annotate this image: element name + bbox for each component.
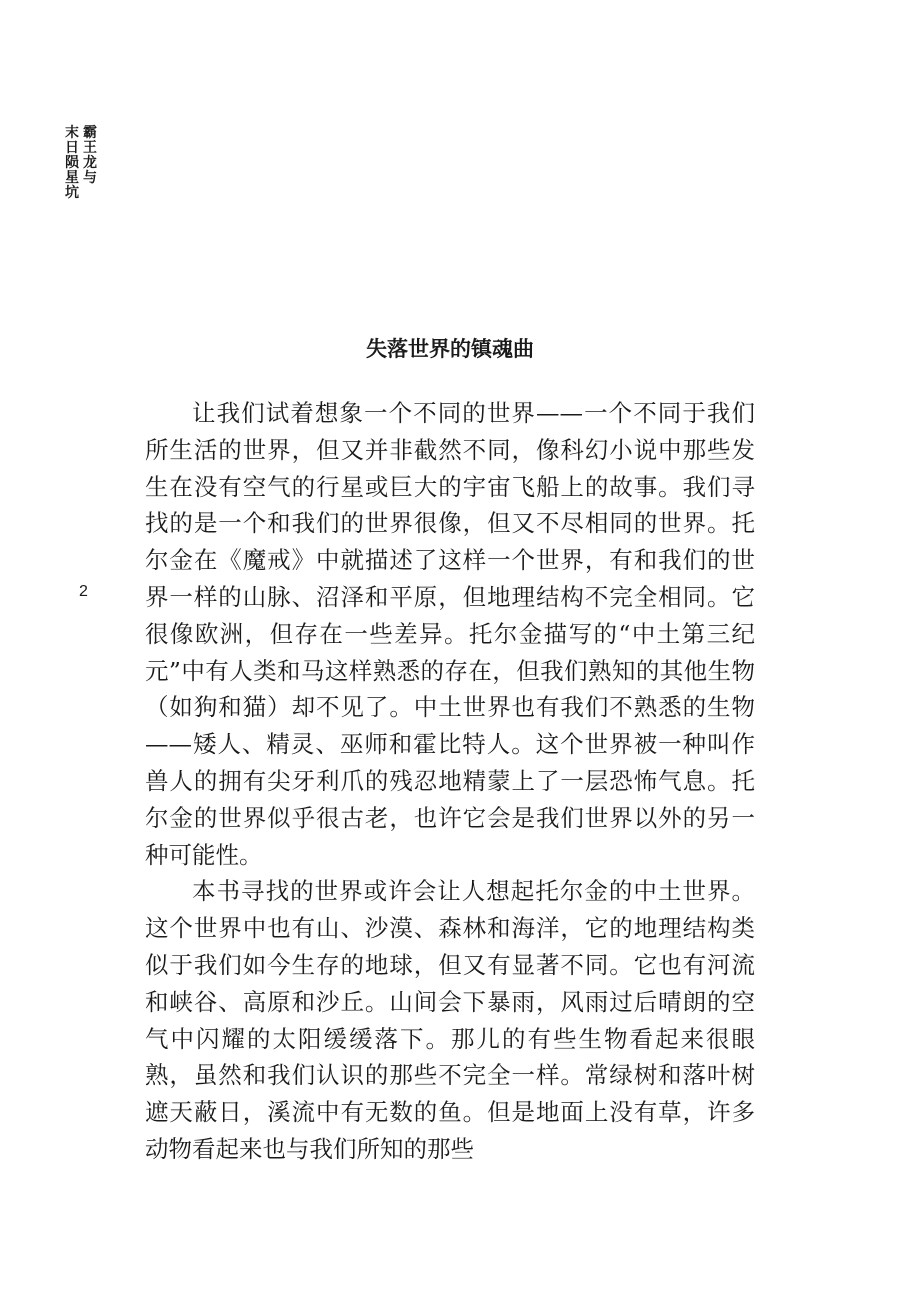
paragraph: 本书寻找的世界或许会让人想起托尔金的中土世界。这个世界中也有山、沙漠、森林和海洋，它的地理结构类似于我们如今生存的地球，但又有显著不同。它也有河流和峡谷、高原和沙丘。山间会下暴雨，风雨过后晴朗的空气中闪耀的太阳缓缓落下。那儿的有些生物看起来很眼熟，虽然和我们认识的那些不完全一样。常绿树和落叶树遮天蔽日，溪流中有无数的鱼。但是地面上没有草，许多动物看起来也与我们所知的那些 — [145, 877, 755, 1163]
paragraph: 让我们试着想象一个不同的世界——一个不同于我们所生活的世界，但又并非截然不同，像科幻小说中那些发生在没有空气的行星或巨大的宇宙飞船上的故事。我们寻找的是一个和我们的世界很像，但又不尽相同的世界。托尔金在《魔戒》中就描述了这样一个世界，有和我们的世界一样的山脉、沼泽和平原，但地理结构不完全相同。它很像欧洲，但存在一些差异。托尔金描写的“中土第三纪元”中有人类和马这样熟悉的存在，但我们熟知的其他生物（如狗和猫）却不见了。中土世界也有我们不熟悉的生物——矮人、精灵、巫师和霍比特人。这个世界被一种叫作兽人的拥有尖牙利爪的残忍地精蒙上了一层恐怖气息。托尔金的世界似乎很古老，也许它会是我们世界以外的另一种可能性。 — [145, 399, 755, 869]
body-text — [145, 395, 755, 1168]
running-head-line-2: 末 日 陨 星 坑 — [65, 125, 79, 201]
page-number: 2 — [79, 583, 88, 600]
chapter-title: 失落世界的镇魂曲 — [366, 337, 534, 361]
running-head — [64, 126, 98, 201]
running-head-line-1: 霸 王 龙 与 — [83, 125, 97, 186]
